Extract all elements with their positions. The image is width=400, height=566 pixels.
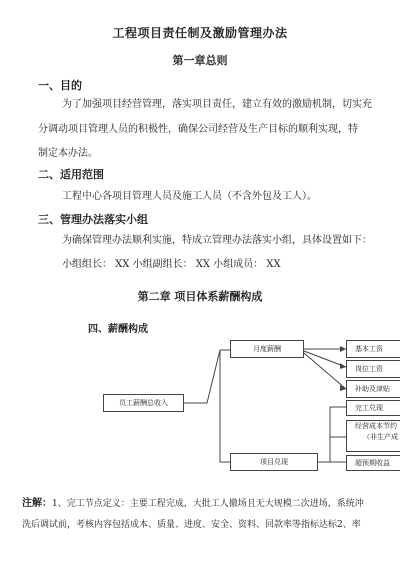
diagram-project-cash: 项目兑现 (230, 453, 318, 471)
chapter-1-heading: 第一章总则 (172, 54, 228, 67)
purpose-line-3: 制定本办法。 (38, 148, 98, 159)
diagram-monthly-salary: 月度薪酬 (230, 340, 304, 358)
section-scope-heading: 二、适用范围 (38, 168, 104, 181)
cost-saving-label: 经营成本节约 (355, 422, 397, 430)
purpose-line-1: 为了加强项目经营管理，落实项目责任，建立有效的激励机制，切实充 (62, 99, 372, 110)
group-members-line: 小组组长： XX 小组副组长： XX 小组成员： XX (62, 259, 281, 270)
diagram-item-base-salary: 基本工资 (346, 340, 400, 358)
note-text-1: 1、完工节点定义：主要工程完成，大批工人撤场且无大规模二次进场，系统冲 (52, 499, 364, 509)
diagram-item-completion-cash: 完工兑现 (346, 400, 400, 416)
diagram-item-cost-saving (346, 420, 400, 452)
document-title: 工程项目责任制及激励管理办法 (112, 26, 288, 40)
note-line-1 (22, 494, 364, 509)
diagram-item-position-salary: 岗位工资 (346, 360, 400, 378)
diagram-item-excess-income: 超预期收益 (346, 455, 400, 471)
note-prefix: 注解： (22, 498, 52, 509)
scope-line-1: 工程中心各项目管理人员及施工人员（不含外包及工人）。 (62, 191, 317, 202)
group-line-1: 为确保管理办法顺利实施，特成立管理办法落实小组，具体设置如下： (62, 235, 372, 246)
section-salary-heading: 四、薪酬构成 (88, 324, 148, 335)
purpose-line-2: 分调动项目管理人员的积极性，确保公司经营及生产目标的顺利实现，特 (38, 124, 358, 135)
diagram-item-allowance: 补助及津贴 (346, 380, 400, 398)
note-line-2: 洗后调试前，考核内容包括成本、质量、进度、安全、资料、回款率等指标达标2、率 (22, 520, 361, 530)
diagram-root-total-income: 员工薪酬总收入 (103, 394, 184, 412)
section-group-heading: 三、管理办法落实小组 (38, 213, 148, 226)
cost-saving-sublabel: （非生产成 (363, 433, 398, 442)
chapter-2-heading: 第二章 项目体系薪酬构成 (137, 290, 263, 303)
section-purpose-heading: 一、目的 (38, 79, 82, 92)
